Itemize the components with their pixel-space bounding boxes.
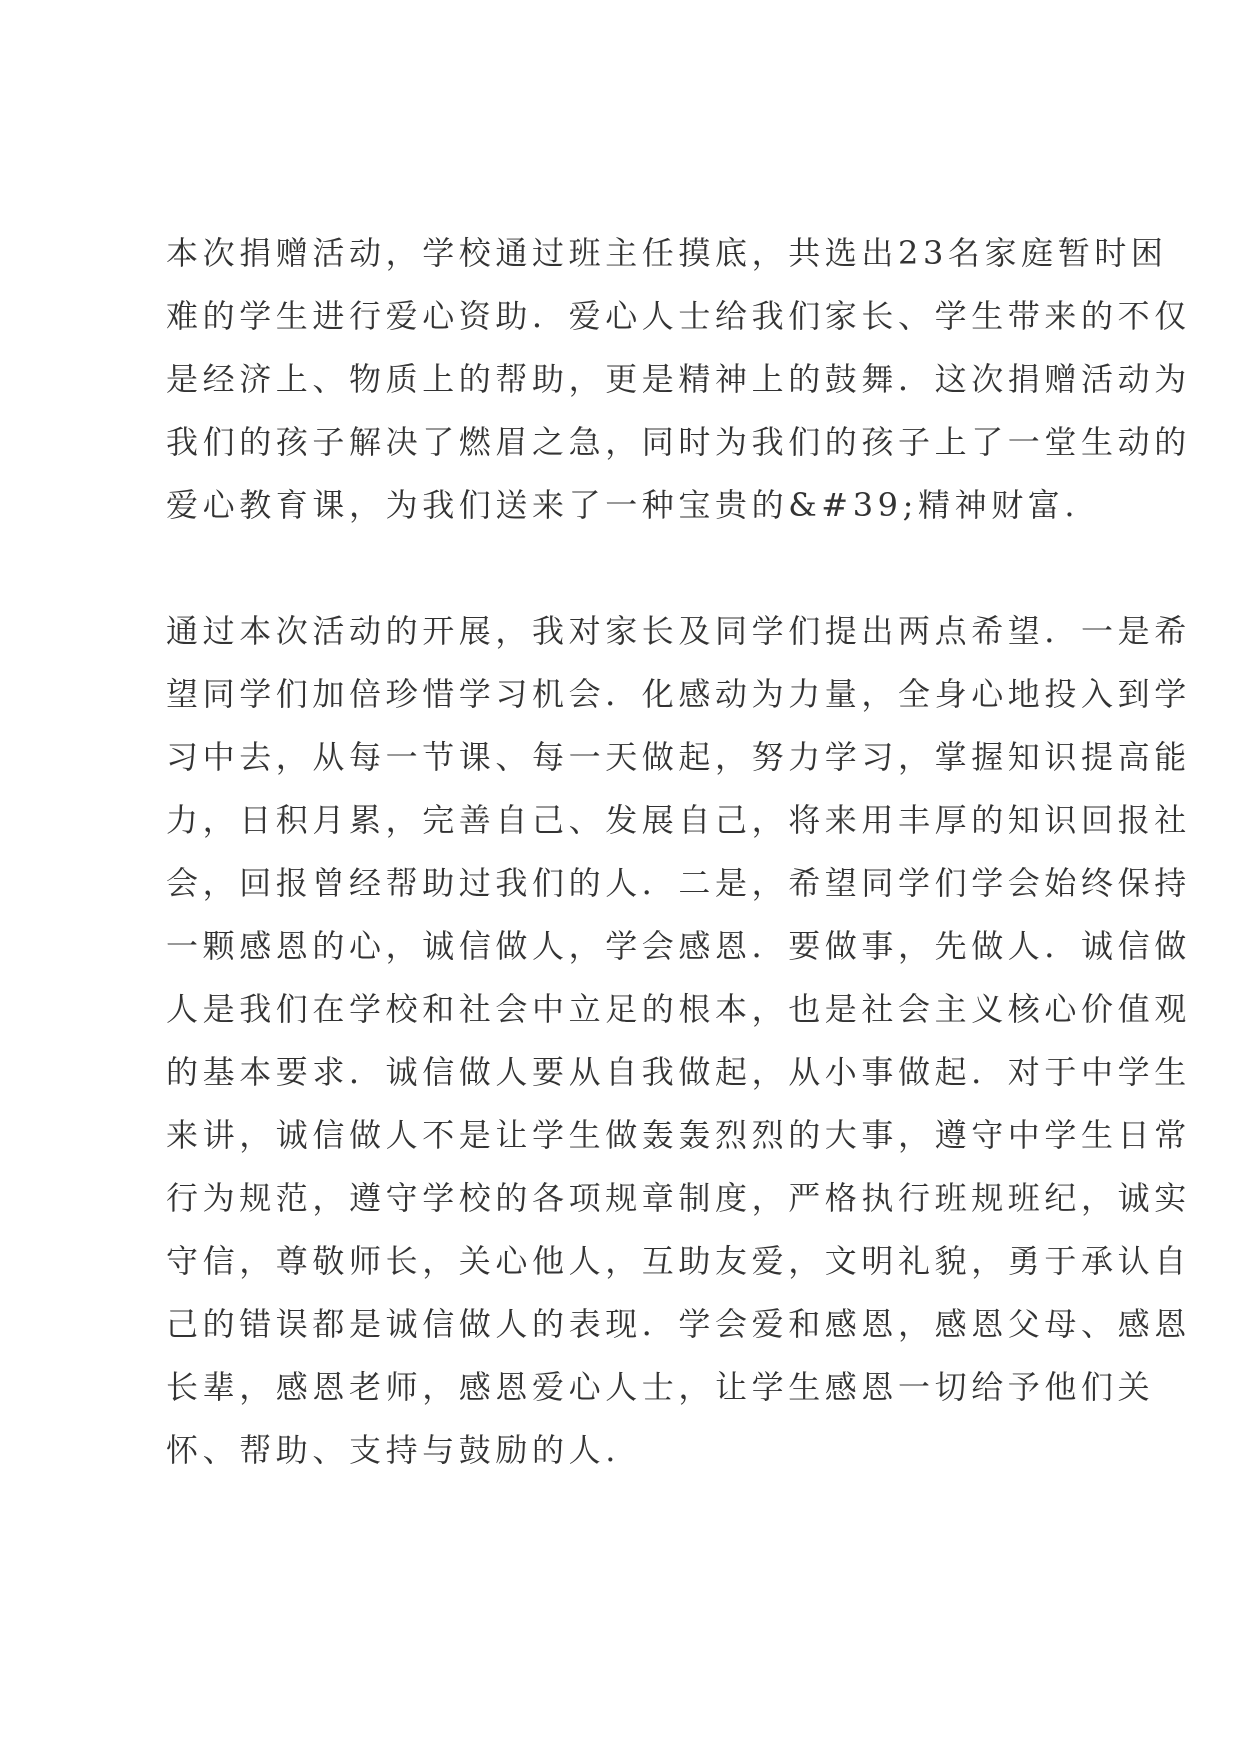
text-line: 望同学们加倍珍惜学习机会．化感动为力量，全身心地投入到学 [166,675,1191,713]
text-line: 习中去，从每一节课、每一天做起，努力学习，掌握知识提高能 [166,738,1191,776]
text-line: 来讲，诚信做人不是让学生做轰轰烈烈的大事，遵守中学生日常 [166,1116,1191,1154]
text-line: 的基本要求．诚信做人要从自我做起，从小事做起．对于中学生 [166,1053,1191,1091]
text-line: 守信，尊敬师长，关心他人，互助友爱，文明礼貌，勇于承认自 [166,1242,1191,1280]
text-line: 会，回报曾经帮助过我们的人．二是，希望同学们学会始终保持 [166,864,1191,902]
text-line: 是经济上、物质上的帮助，更是精神上的鼓舞．这次捐赠活动为 [166,360,1191,398]
text-line: 怀、帮助、支持与鼓励的人. [166,1431,620,1469]
text-line: 己的错误都是诚信做人的表现．学会爱和感恩，感恩父母、感恩 [166,1305,1191,1343]
text-line: 难的学生进行爱心资助．爱心人士给我们家长、学生带来的不仅 [166,297,1191,335]
text-line: 人是我们在学校和社会中立足的根本，也是社会主义核心价值观 [166,990,1191,1028]
text-line: 我们的孩子解决了燃眉之急，同时为我们的孩子上了一堂生动的 [166,423,1191,461]
text-line: 爱心教育课，为我们送来了一种宝贵的&#39;精神财富. [166,486,1080,524]
text-line: 行为规范，遵守学校的各项规章制度，严格执行班规班纪，诚实 [166,1179,1191,1217]
text-line: 力，日积月累，完善自己、发展自己，将来用丰厚的知识回报社 [166,801,1191,839]
text-line: 通过本次活动的开展，我对家长及同学们提出两点希望．一是希 [166,612,1191,650]
text-line: 本次捐赠活动，学校通过班主任摸底，共选出23名家庭暂时困 [166,234,1168,272]
text-line: 一颗感恩的心，诚信做人，学会感恩．要做事，先做人．诚信做 [166,927,1191,965]
text-line: 长辈，感恩老师，感恩爱心人士，让学生感恩一切给予他们关 [166,1368,1155,1406]
